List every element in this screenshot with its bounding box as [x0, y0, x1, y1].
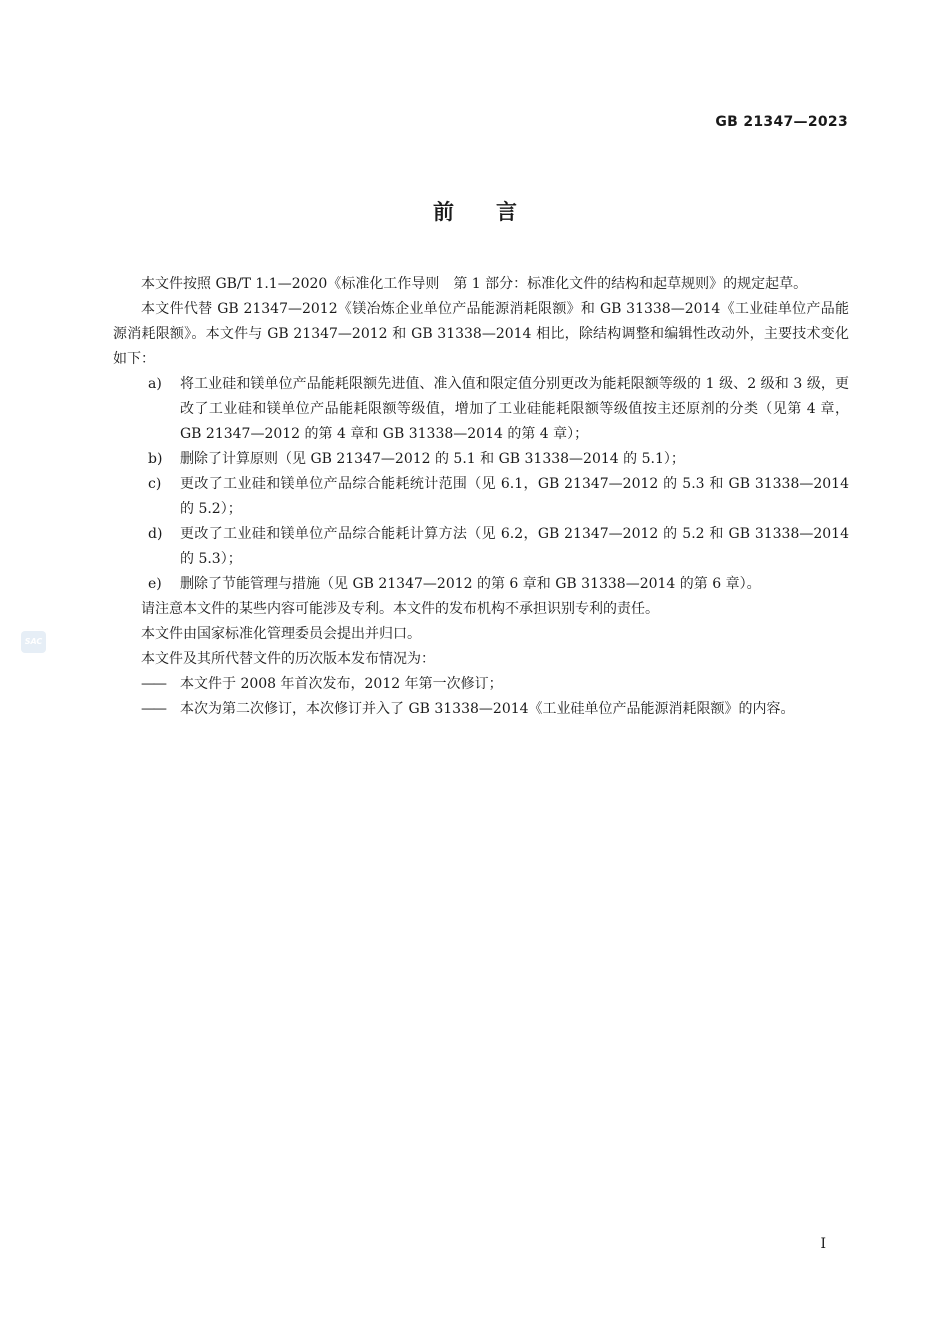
- list-item-label: b): [148, 451, 163, 467]
- list-item: [113, 522, 849, 572]
- paragraph: 本文件由国家标准化管理委员会提出并归口。: [141, 626, 421, 642]
- list-item-text: 删除了计算原则（见 GB 21347—2012 的 5.1 和 GB 31338—2014 的 5.1）；: [180, 451, 685, 467]
- list-item: [113, 472, 849, 522]
- standard-number: GB 21347—2023: [715, 114, 848, 130]
- history-item: [113, 697, 849, 722]
- page-number: I: [820, 1236, 826, 1252]
- list-item-label: d): [148, 526, 163, 542]
- page-title: 前 言: [433, 200, 517, 224]
- list-item-label: c): [148, 476, 162, 492]
- list-item-text: 更改了工业硅和镁单位产品综合能耗计算方法（见 6.2，GB 21347—2012 的 5.2 和 GB 31338—2014 的 5.3）；: [180, 526, 849, 567]
- sac-watermark-logo: SAC: [21, 631, 46, 653]
- list-item-label: e): [148, 576, 162, 592]
- paragraph: 本文件按照 GB/T 1.1—2020《标准化工作导则 第 1 部分：标准化文件的结构和起草规则》的规定起草。: [141, 276, 808, 292]
- history-item: [113, 672, 849, 697]
- list-item-text: 删除了节能管理与措施（见 GB 21347—2012 的第 6 章和 GB 31338—2014 的第 6 章）。: [180, 576, 761, 592]
- foreword-body: [113, 272, 849, 722]
- list-item: [113, 372, 849, 447]
- paragraph: 请注意本文件的某些内容可能涉及专利。本文件的发布机构不承担识别专利的责任。: [141, 601, 659, 617]
- dash-marker: ——: [141, 701, 165, 717]
- dash-marker: ——: [141, 676, 165, 692]
- paragraph: 本文件及其所代替文件的历次版本发布情况为：: [141, 651, 435, 667]
- list-item-text: 更改了工业硅和镁单位产品综合能耗统计范围（见 6.1，GB 21347—2012 的 5.3 和 GB 31338—2014 的 5.2）；: [180, 476, 849, 517]
- history-item-text: 本次为第二次修订，本次修订并入了 GB 31338—2014《工业硅单位产品能源消耗限额》的内容。: [180, 701, 795, 717]
- list-item-label: a): [148, 376, 162, 392]
- list-item: [113, 572, 849, 597]
- paragraph: 本文件代替 GB 21347—2012《镁冶炼企业单位产品能源消耗限额》和 GB 31338—2014《工业硅单位产品能源消耗限额》。本文件与 GB 21347—2012 和 GB 31338—2014 相比，除结构调整和编辑性改动外，主要技术变化如下：: [113, 301, 849, 367]
- list-item-text: 将工业硅和镁单位产品能耗限额先进值、准入值和限定值分别更改为能耗限额等级的 1 级、2 级和 3 级，更改了工业硅和镁单位产品能耗限额等级值，增加了工业硅能耗限额等级值按主还原剂的分类（见第 4 章，GB 21347—2012 的第 4 章和 GB 31338—2014 的第 4 章）；: [180, 376, 849, 442]
- history-item-text: 本文件于 2008 年首次发布，2012 年第一次修订；: [180, 676, 503, 692]
- list-item: [113, 447, 849, 472]
